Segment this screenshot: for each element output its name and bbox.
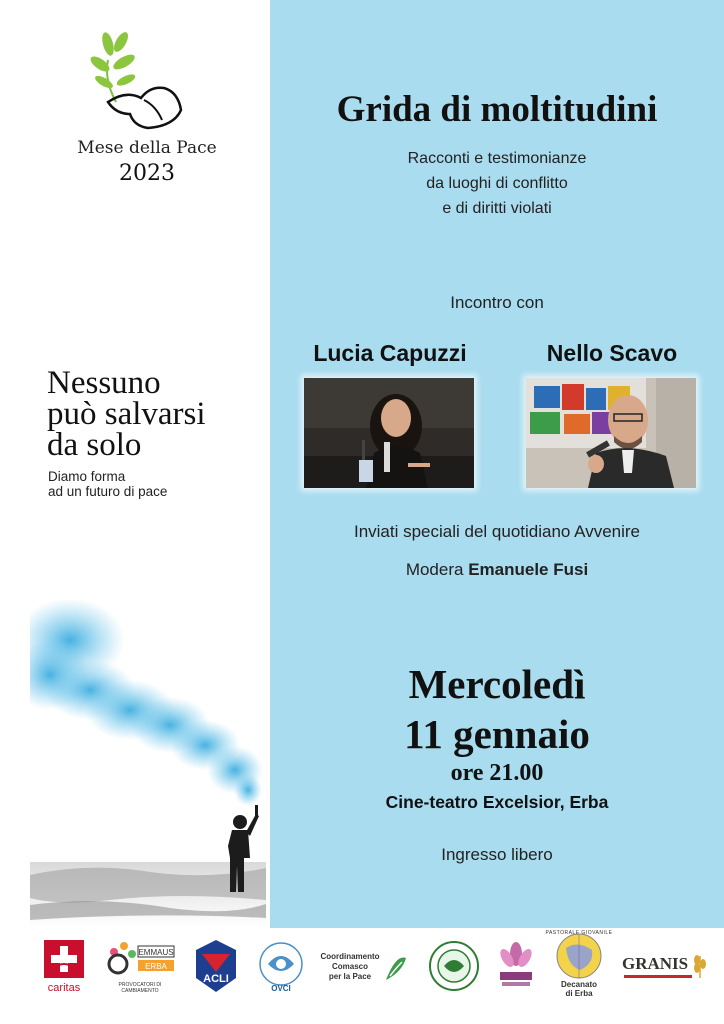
speakers-role: Inviati speciali del quotidiano Avvenire <box>353 522 641 541</box>
pastorale-giovanile-logo <box>545 930 613 1002</box>
coordinamento-line: per la Pace <box>328 972 372 981</box>
slogan-line: può salvarsi <box>47 396 206 432</box>
subtitle-line: da luoghi di conflitto <box>426 175 568 192</box>
coordinamento-logo-text <box>318 952 382 982</box>
ovci-logo-text: OVCI <box>271 984 291 993</box>
granis-logo <box>622 938 712 998</box>
caritas-logo <box>42 938 86 998</box>
event-venue: Cine-teatro Excelsior, Erba <box>385 792 609 812</box>
event-date: 11 gennaio <box>404 711 590 757</box>
speaker-name-2: Nello Scavo <box>546 340 678 366</box>
subtitle-line: Racconti e testimonianze <box>407 150 587 167</box>
acli-logo <box>194 938 238 998</box>
emmaus-logo-city: ERBA <box>145 962 167 971</box>
slogan-line: da solo <box>47 427 142 463</box>
emmaus-logo-text: EMMAUS <box>138 948 174 957</box>
circle-green-logo <box>428 938 480 998</box>
event-day: Mercoledì <box>408 661 586 707</box>
decanato-text <box>548 980 610 998</box>
caritas-logo-text: caritas <box>47 982 81 994</box>
pastorale-logo-text: PASTORALE GIOVANILE <box>545 930 613 936</box>
dove-olive-branch-logo <box>86 30 186 135</box>
emmaus-logo <box>104 938 176 998</box>
speaker-photo-2 <box>526 378 696 488</box>
smoke-flare-illustration <box>30 600 266 928</box>
moderator-line <box>270 560 724 580</box>
coordinamento-pace-logo <box>318 938 410 998</box>
event-series-name: Mese della Pace <box>77 138 217 158</box>
granis-underline <box>624 975 692 978</box>
event-time: ore 21.00 <box>450 760 544 786</box>
subtitle-line: e di diritti violati <box>442 200 552 217</box>
emmaus-logo-caption: PROVOCATORI DI CAMBIAMENTO <box>118 982 162 994</box>
sub-slogan-line: Diamo forma <box>48 469 126 484</box>
moderator-prefix: Modera <box>405 560 464 579</box>
ovci-logo <box>256 938 306 998</box>
slogan-line: Nessuno <box>47 365 161 401</box>
lotus-logo <box>494 938 538 998</box>
coordinamento-line: Comasco <box>331 962 368 971</box>
entry-info: Ingresso libero <box>441 845 553 864</box>
acli-logo-text: ACLI <box>203 973 229 985</box>
talk-title: Grida di moltitudini <box>336 89 658 130</box>
slogan <box>47 365 267 463</box>
meeting-intro: Incontro con <box>450 293 544 312</box>
coordinamento-line: Coordinamento <box>320 952 380 961</box>
event-series-year: 2023 <box>119 161 175 186</box>
decanato-line: Decanato <box>560 980 597 989</box>
talk-subtitle <box>270 146 724 221</box>
moderator-name: Emanuele Fusi <box>468 560 589 579</box>
sub-slogan <box>48 469 248 499</box>
speaker-photo-1 <box>304 378 474 488</box>
sub-slogan-line: ad un futuro di pace <box>48 484 168 499</box>
granis-logo-text: GRANIS <box>622 954 689 973</box>
speaker-name-1: Lucia Capuzzi <box>313 340 467 366</box>
decanato-line: di Erba <box>565 989 593 998</box>
